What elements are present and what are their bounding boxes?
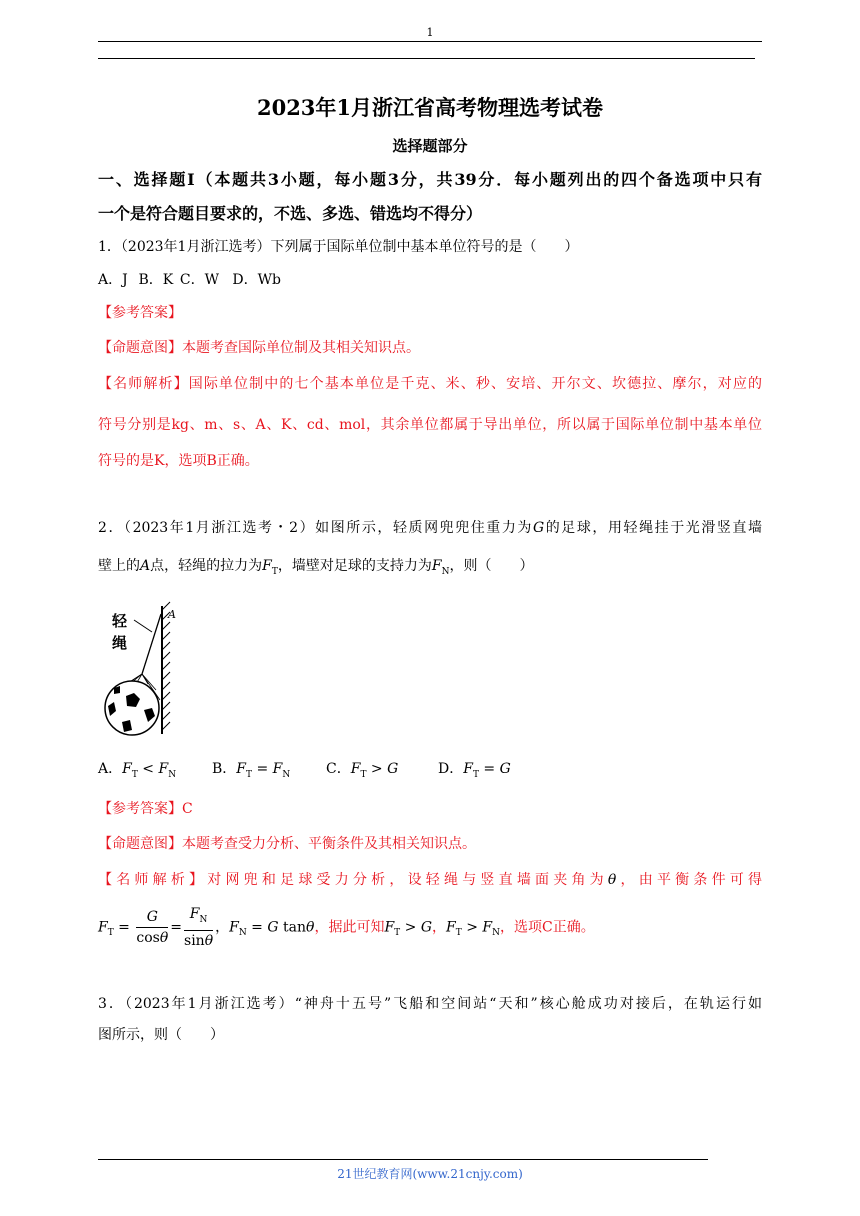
footer-rule — [98, 1159, 708, 1160]
q2-stem-line1: 2．（2023年1月浙江选考・2）如图所示，轻质网兜兜住重力为G的足球，用轻绳挂于光滑竖直墙 — [98, 520, 762, 536]
formula-fraction-2: $\frac{F_N}{\sin\theta}$ — [184, 906, 214, 949]
rope-label-2: 绳 — [112, 634, 128, 652]
q1-option-c: C．W — [179, 272, 220, 288]
q1-options — [98, 269, 762, 291]
q1-analysis-label: 【名师解析】 — [98, 376, 189, 392]
page-subtitle: 选择题部分 — [392, 137, 468, 155]
page-title: 2023年1月浙江省高考物理选考试卷 — [256, 95, 604, 120]
q1-analysis-line2: 符号分别是kg、m、s、A、K、cd、mol，其余单位都属于导出单位，所以属于国际单位制中基本单位 — [98, 417, 762, 433]
header-rule-2 — [98, 58, 755, 59]
q2-options — [98, 758, 762, 786]
q2-option-c: C．$F_T > G$ — [326, 761, 399, 780]
football-net-figure — [100, 596, 190, 736]
rope — [142, 614, 161, 674]
header-rule — [98, 41, 762, 42]
q3-stem-line1: 3．（2023年1月浙江选考）“神舟十五号”飞船和空间站“天和”核心舱成功对接后，在轨运行如 — [98, 996, 762, 1012]
q2-stem-line2: 壁上的A点，轻绳的拉力为$F_T$，墙壁对足球的支持力为$F_N$，则（ ） — [98, 558, 534, 577]
q1-analysis-line3: 符号的是K，选项B正确。 — [98, 453, 259, 469]
point-a-label: A — [168, 608, 176, 621]
q1-answer-label: 【参考答案】 — [98, 305, 182, 321]
q1-analysis — [98, 373, 762, 395]
q2-intent: 【命题意图】本题考查受力分析、平衡条件及其相关知识点。 — [98, 836, 476, 852]
footer-link[interactable]: 21世纪教育网(www.21cnjy.com) — [337, 1167, 523, 1181]
label-pointer — [134, 620, 152, 632]
q1-stem: 1．（2023年1月浙江选考）下列属于国际单位制中基本单位符号的是（ ） — [98, 239, 579, 255]
q1-option-d: D．Wb — [232, 272, 281, 288]
q1-option-a: A．J — [98, 272, 128, 288]
q2-analysis-formula: $F_T$ = $\frac{G}{\cos\theta}$ = $\frac{F_N}{\sin\theta}$ ，$F_N = G$ tanθ，据此可知$F_T > G$，$F_T > F_N$，选项C正确。 — [98, 906, 595, 949]
q1-intent: 【命题意图】本题考查国际单位制及其相关知识点。 — [98, 340, 420, 356]
page-number: 1 — [426, 26, 434, 39]
q2-analysis — [98, 869, 762, 891]
q1-analysis-line1: 国际单位制中的七个基本单位是千克、米、秒、安培、开尔文、坎德拉、摩尔，对应的 — [188, 376, 763, 392]
q2-option-b: B．$F_T = F_N$ — [212, 761, 291, 780]
section-heading-cont: 一个是符合题目要求的，不选、多选、错选均不得分） — [98, 204, 483, 223]
rope-label-1: 轻 — [112, 612, 128, 630]
wall-hatching — [162, 602, 170, 730]
q2-analysis-label: 【名师解析】 — [98, 872, 208, 888]
q3-stem-line2: 图所示，则（ ） — [98, 1027, 224, 1043]
q2-answer-label: 【参考答案】C — [98, 801, 193, 817]
q1-option-b: B．K — [138, 272, 174, 288]
formula-fraction-1: $\frac{G}{\cos\theta}$ — [136, 908, 169, 946]
section-heading: 一、选择题Ⅰ（本题共3小题，每小题3分，共39分．每小题列出的四个备选项中只有 — [98, 170, 762, 189]
q2-option-d: D．$F_T = G$ — [438, 761, 511, 780]
q2-analysis-line1: 对网兜和足球受力分析，设轻绳与竖直墙面夹角为θ，由平衡条件可得 — [207, 872, 763, 888]
q2-option-a: A．$F_T < F_N$ — [98, 761, 177, 780]
